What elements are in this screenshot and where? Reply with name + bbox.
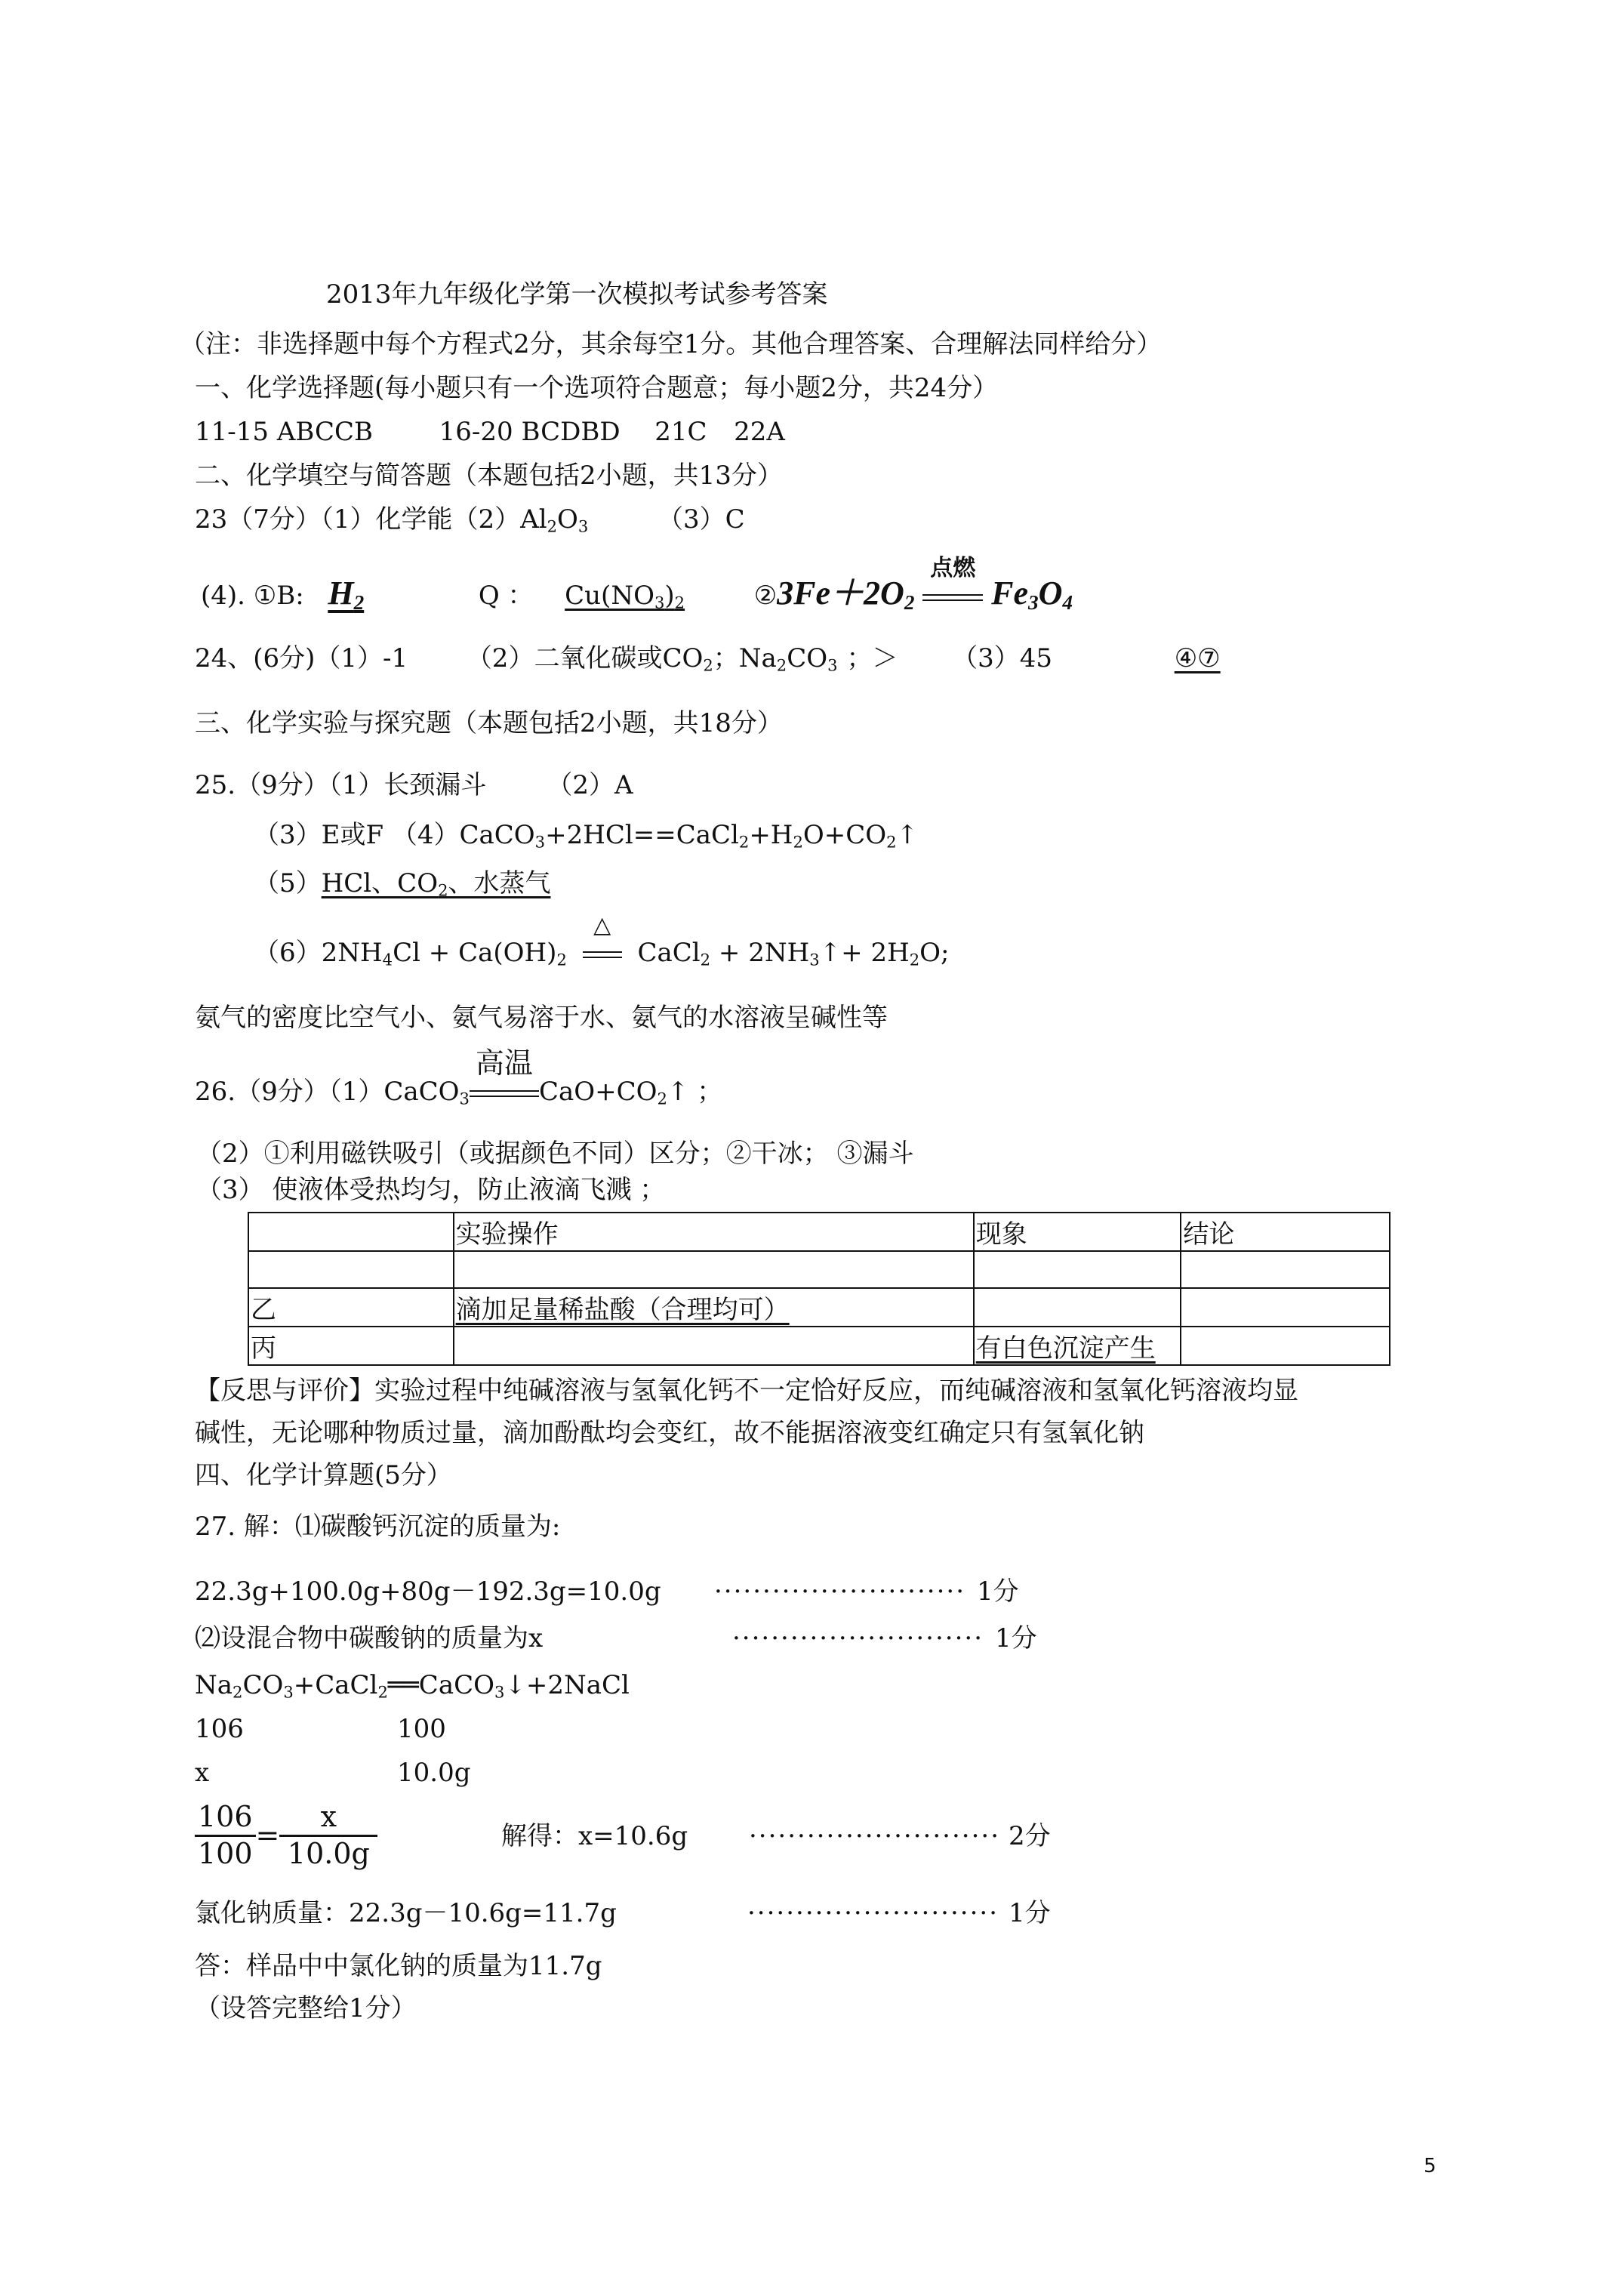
score-1: 1分 xyxy=(977,1576,1019,1607)
nacl-mass: 氯化钠质量：22.3g－10.6g=11.7g xyxy=(195,1898,617,1928)
q27-assume: ⑵设混合物中碳酸钠的质量为x xyxy=(195,1623,544,1653)
q24-line: 24、(6分)（1）-1 （2）二氧化碳或$CO_2$；$Na_2CO_3$ ；＞ （3）45 ④⑦ xyxy=(195,643,1221,675)
ignition-condition: 点燃 xyxy=(930,555,976,581)
answers-16-20: 16-20 BCDBD xyxy=(439,417,621,447)
table-cell: 有白色沉淀产生 xyxy=(974,1327,1181,1365)
q-label: Q ： xyxy=(478,581,534,611)
heating-condition: △ xyxy=(593,912,611,938)
dot-leader: ·························· xyxy=(732,1623,984,1653)
experiment-table xyxy=(248,1212,1390,1366)
table-cell: 乙 xyxy=(248,1288,454,1327)
answer-22: 22A xyxy=(734,417,785,447)
mass-value: 10.0g xyxy=(397,1758,471,1788)
page-number: 5 xyxy=(1424,2155,1437,2177)
fraction-left: $\frac{106}{100}$ xyxy=(195,1800,256,1871)
score-3: 2分 xyxy=(1009,1821,1051,1851)
table-row xyxy=(248,1327,1390,1365)
final-answer: 答：样品中中氯化钠的质量为11.7g xyxy=(195,1951,602,1981)
score-2: 1分 xyxy=(995,1623,1037,1653)
h2-formula: $H_2$ xyxy=(328,575,365,614)
al2o3-formula: $Al_2O_3$ xyxy=(520,504,589,536)
table-cell xyxy=(454,1327,974,1365)
table-cell xyxy=(1181,1327,1390,1365)
q26-line-1: 26.（9分）（1）CaCO$_3$ 高温 $CaO+CO_2↑$ ； xyxy=(195,1046,723,1108)
molar-mass-1: 106 xyxy=(195,1714,244,1744)
q25-line-4: $(6)2NH_4Cl + Ca(OH)_2$ △ CaCl$_2$ + $2NH_3↑+ 2H_2O$; xyxy=(254,912,950,969)
table-header-row xyxy=(248,1213,1390,1251)
section-1-heading: 一、化学选择题(每小题只有一个选项符合题意；每小题2分，共24分） xyxy=(195,373,999,403)
table-header-cell xyxy=(248,1213,454,1251)
q27-calc-1: 22.3g+100.0g+80g－192.3g=10.0g xyxy=(195,1576,661,1607)
table-row xyxy=(248,1288,1390,1327)
q25-line-1: 25.（9分）（1）长颈漏斗 （2）A xyxy=(195,770,633,800)
dot-leader: ·························· xyxy=(747,1898,999,1928)
scoring-note: （注：非选择题中每个方程式2分，其余每空1分。其他合理答案、合理解法同样给分） xyxy=(180,329,1163,359)
table-row xyxy=(248,1251,1390,1288)
reflection-line-1: 【反思与评价】实验过程中纯碱溶液与氢氧化钙不一定恰好反应，而纯碱溶液和氢氧化钙溶液均显 xyxy=(195,1376,1298,1406)
q27-equation: $Na_2CO_3+CaCl_2══CaCO_3↓+2NaCl$ xyxy=(195,1670,630,1702)
table-header-cell: 结论 xyxy=(1181,1213,1390,1251)
q25-line-2: （3）E或F $(4)CaCO_3+2HCl==CaCl_2+H_2O+CO_2↑$ xyxy=(254,820,919,852)
q26-line-3: （3） 使液体受热均匀，防止液滴飞溅 ； xyxy=(196,1175,666,1205)
table-cell xyxy=(1181,1251,1390,1288)
answers-11-15: 11-15 ABCCB xyxy=(195,417,374,447)
table-cell: 滴加足量稀盐酸（合理均可） xyxy=(454,1288,974,1327)
proportion-fraction: $\frac{106}{100}$ = $\frac{x}{10.0g}$ xyxy=(195,1800,377,1871)
q23-part-3: （3）C xyxy=(657,504,745,535)
q25-line-3: （5）HCl、$CO_2$、水蒸气 xyxy=(254,868,551,900)
table-cell xyxy=(454,1251,974,1288)
table-cell xyxy=(1181,1288,1390,1327)
molar-mass-2: 100 xyxy=(397,1714,446,1744)
section-4-heading: 四、化学计算题(5分） xyxy=(195,1460,452,1490)
reflection-line-2: 碱性，无论哪种物质过量，滴加酚酞均会变红，故不能据溶液变红确定只有氢氧化钠 xyxy=(195,1418,1144,1448)
dot-leader: ·························· xyxy=(714,1576,965,1607)
table-cell xyxy=(974,1251,1181,1288)
q23-line-1: 23（7分）（1）化学能$(2)Al_2O_3$ （3）C xyxy=(195,504,745,536)
q24-part-3: （3）45 xyxy=(952,643,1053,673)
score-4: 1分 xyxy=(1009,1898,1051,1928)
table-cell xyxy=(248,1251,454,1288)
cuno3-formula: $Cu(NO_3)_2$ xyxy=(565,581,685,612)
solve-result: 解得：x=10.6g xyxy=(501,1821,688,1851)
answer-21: 21C xyxy=(654,417,707,447)
table-header-cell: 实验操作 xyxy=(454,1213,974,1251)
fraction-right: $\frac{x}{10.0g}$ xyxy=(279,1800,377,1871)
section-1-answers xyxy=(195,417,785,448)
page-title: 2013年九年级化学第一次模拟考试参考答案 xyxy=(326,279,828,310)
q23-line-2 xyxy=(201,555,1073,615)
unknown-x: x xyxy=(195,1758,210,1788)
q24-part-4: ④⑦ xyxy=(1174,643,1221,673)
dot-leader: ·························· xyxy=(749,1821,1000,1851)
q24-part-2: （2）二氧化碳或$CO_2$；$Na_2CO_3$ ；＞ xyxy=(466,643,898,675)
section-2-heading: 二、化学填空与简答题（本题包括2小题，共13分） xyxy=(195,461,783,491)
section-3-heading: 三、化学实验与探究题（本题包括2小题，共18分） xyxy=(195,708,783,738)
table-header-cell: 现象 xyxy=(974,1213,1181,1251)
q25-line-5: 氨气的密度比空气小、氨气易溶于水、氨气的水溶液呈碱性等 xyxy=(195,1003,888,1033)
answer-note: （设答完整给1分） xyxy=(195,1993,417,2023)
q27-line-1: 27. 解：⑴碳酸钙沉淀的质量为: xyxy=(195,1512,561,1542)
fe-combustion-equation: $②3Fe+2O_2$ 点燃 $Fe_3O_4$ xyxy=(753,555,1073,614)
q23-part-4-label: (4). ①B: xyxy=(201,581,304,611)
table-cell xyxy=(974,1288,1181,1327)
q26-line-2: （2）①利用磁铁吸引（或据颜色不同）区分；②干冰； ③漏斗 xyxy=(196,1139,914,1169)
high-temp-condition: 高温 xyxy=(475,1046,533,1080)
table-cell: 丙 xyxy=(248,1327,454,1365)
